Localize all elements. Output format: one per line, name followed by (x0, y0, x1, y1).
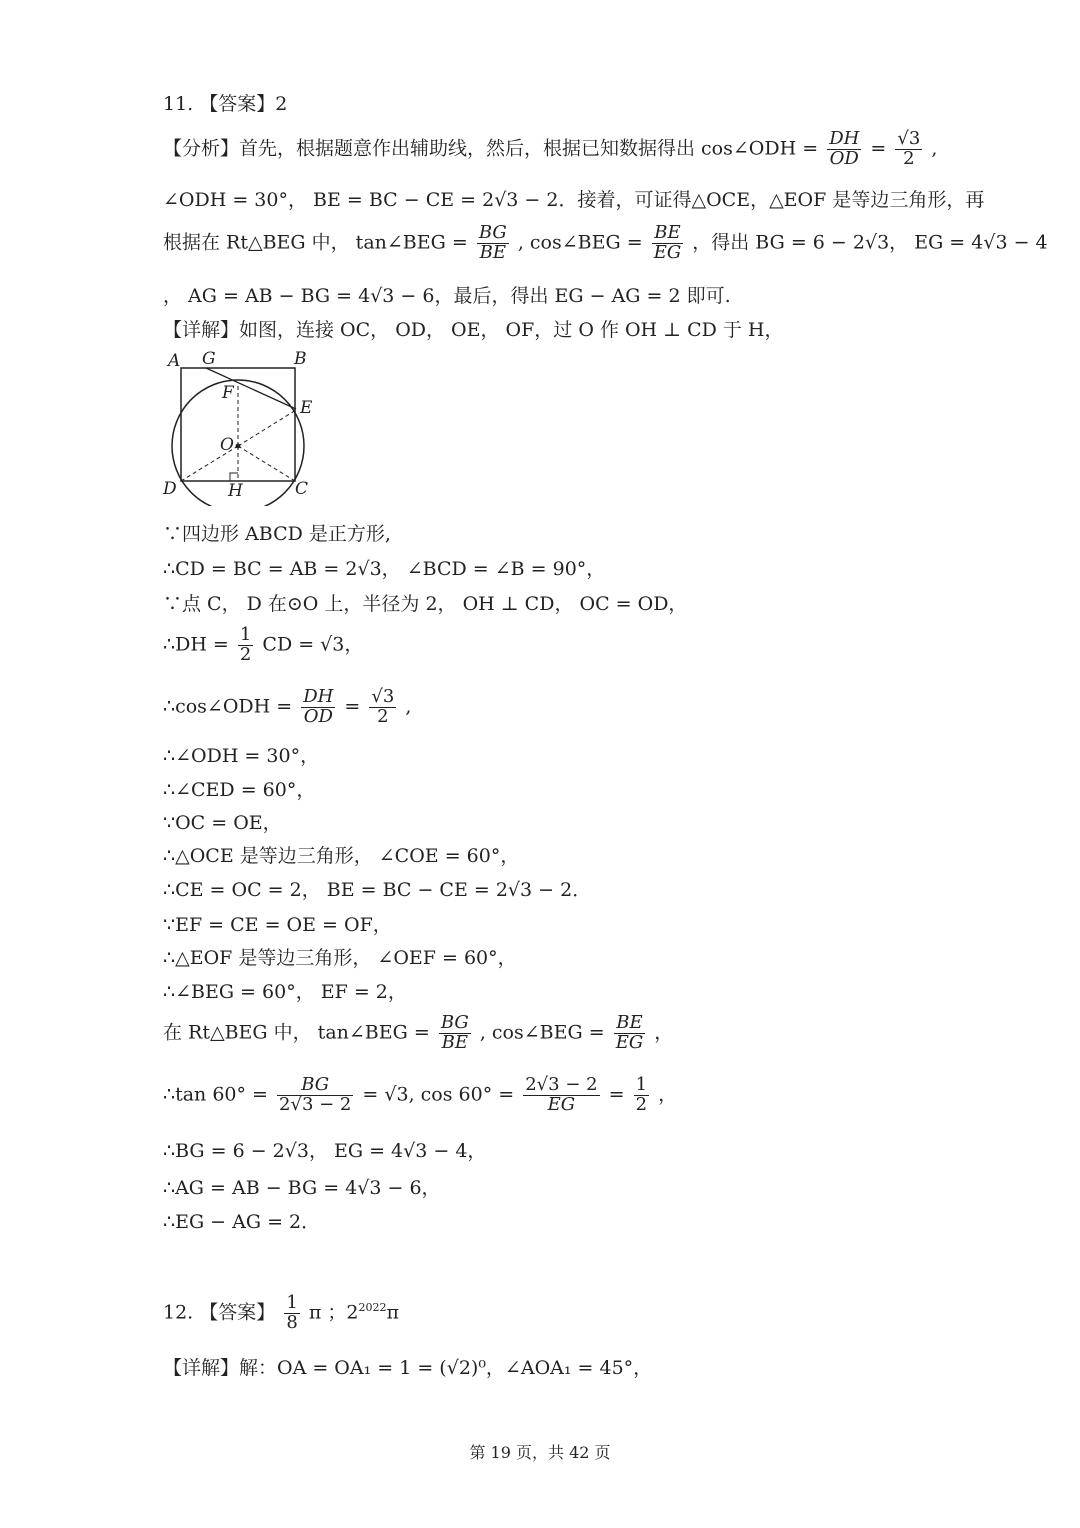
step-7: ∴∠CED = 60°， (163, 779, 316, 801)
step-10: ∴CE = OC = 2， BE = BC − CE = 2√3 − 2． (163, 879, 592, 901)
fraction: $\frac{1}{8}$ (286, 1292, 298, 1333)
label-e: E (300, 398, 313, 418)
fraction: $\frac{1}{2}$ (239, 624, 252, 665)
q11-detail-intro: 【详解】如图，连接 OC， OD， OE， OF，过 O 作 OH ⊥ CD 于 H， (163, 319, 784, 341)
q11-analysis-line-1: 【分析】首先，根据题意作出辅助线，然后，根据已知数据得出 cos∠ODH = $\frac{DH}{OD}$ = $\frac{√3}{2}$ , (163, 128, 938, 169)
fraction: $\frac{BG}{2√3 - 2}$ (279, 1074, 352, 1115)
fraction: $\frac{BE}{EG}$ (615, 1012, 644, 1053)
step-12: ∴△EOF 是等边三角形， ∠OEF = 60°， (163, 947, 517, 969)
fraction: $\frac{DH}{OD}$ (829, 128, 860, 169)
step-18: ∴EG − AG = 2． (163, 1211, 321, 1233)
q11-analysis-line-2: ∠ODH = 30°， BE = BC − CE = 2√3 − 2．接着，可证得△OCE，△EOF 是等边三角形，再 (163, 189, 985, 211)
step-17: ∴AG = AB − BG = 4√3 − 6， (163, 1177, 441, 1199)
label-a: A (168, 351, 181, 371)
q11-analysis-line-3: 根据在 Rt△BEG 中， tan∠BEG = $\frac{BG}{BE}$ , cos∠BEG = $\frac{BE}{EG}$ ，得出 BG = 6 − 2√3， EG = 4√3 − 4 (163, 222, 1048, 263)
step-13: ∴∠BEG = 60°， EF = 2， (163, 981, 407, 1003)
fraction: $\frac{BG}{BE}$ (440, 1012, 469, 1053)
q11-answer: 11. 【答案】2 (163, 93, 288, 115)
label-c: C (295, 479, 309, 499)
q12-answer: 12. 【答案】 $\frac{1}{8}$ π ；$2^{2022}\pi$ (163, 1292, 399, 1333)
fraction: $\frac{BE}{EG}$ (653, 222, 682, 263)
fraction: $\frac{BG}{BE}$ (478, 222, 507, 263)
step-3: ∵点 C， D 在⊙O 上，半径为 2， OH ⊥ CD， OC = OD， (163, 593, 688, 615)
right-angle-mark (230, 473, 238, 481)
label-o: O (220, 435, 234, 455)
line-ge (206, 368, 296, 409)
geometry-figure (160, 346, 320, 506)
q12-detail: 【详解】解：OA = OA₁ = 1 = (√2)⁰，∠AOA₁ = 45°， (163, 1357, 653, 1379)
fraction: $\frac{DH}{OD}$ (303, 686, 334, 727)
step-15: ∴tan 60° = $\frac{BG}{2√3 - 2}$ = √3, cos 60° = $\frac{2√3 - 2}{EG}$ = $\frac{1}{2}$ ， (163, 1074, 678, 1115)
step-1: ∵四边形 ABCD 是正方形, (163, 523, 391, 545)
label-h: H (228, 481, 243, 501)
page-footer: 第 19 页，共 42 页 (469, 1443, 611, 1462)
dashed-oe (238, 410, 296, 446)
step-9: ∴△OCE 是等边三角形， ∠COE = 60°， (163, 845, 520, 867)
step-5: ∴cos∠ODH = $\frac{DH}{OD}$ = $\frac{√3}{2}$ , (163, 686, 412, 727)
dashed-oc (238, 446, 295, 481)
fraction: $\frac{√3}{2}$ (897, 128, 921, 169)
label-b: B (294, 349, 307, 369)
step-16: ∴BG = 6 − 2√3， EG = 4√3 − 4， (163, 1140, 487, 1162)
label-d: D (163, 479, 177, 499)
fraction: $\frac{√3}{2}$ (371, 686, 395, 727)
q11-analysis-line-4: ， AG = AB − BG = 4√3 − 6，最后，得出 EG − AG = 2 即可. (163, 285, 731, 307)
step-4: ∴DH = $\frac{1}{2}$ CD = √3， (163, 624, 364, 665)
step-8: ∵OC = OE， (163, 812, 282, 834)
step-14: 在 Rt△BEG 中， tan∠BEG = $\frac{BG}{BE}$ , cos∠BEG = $\frac{BE}{EG}$ ， (163, 1012, 674, 1053)
step-11: ∵EF = CE = OE = OF， (163, 914, 392, 936)
fraction: $\frac{2√3 - 2}{EG}$ (525, 1074, 598, 1115)
label-g: G (202, 349, 216, 369)
label-f: F (222, 383, 234, 403)
center-dot (236, 444, 241, 449)
step-6: ∴∠ODH = 30°， (163, 745, 320, 767)
step-2: ∴CD = BC = AB = 2√3， ∠BCD = ∠B = 90°， (163, 558, 606, 580)
fraction: $\frac{1}{2}$ (635, 1074, 648, 1115)
